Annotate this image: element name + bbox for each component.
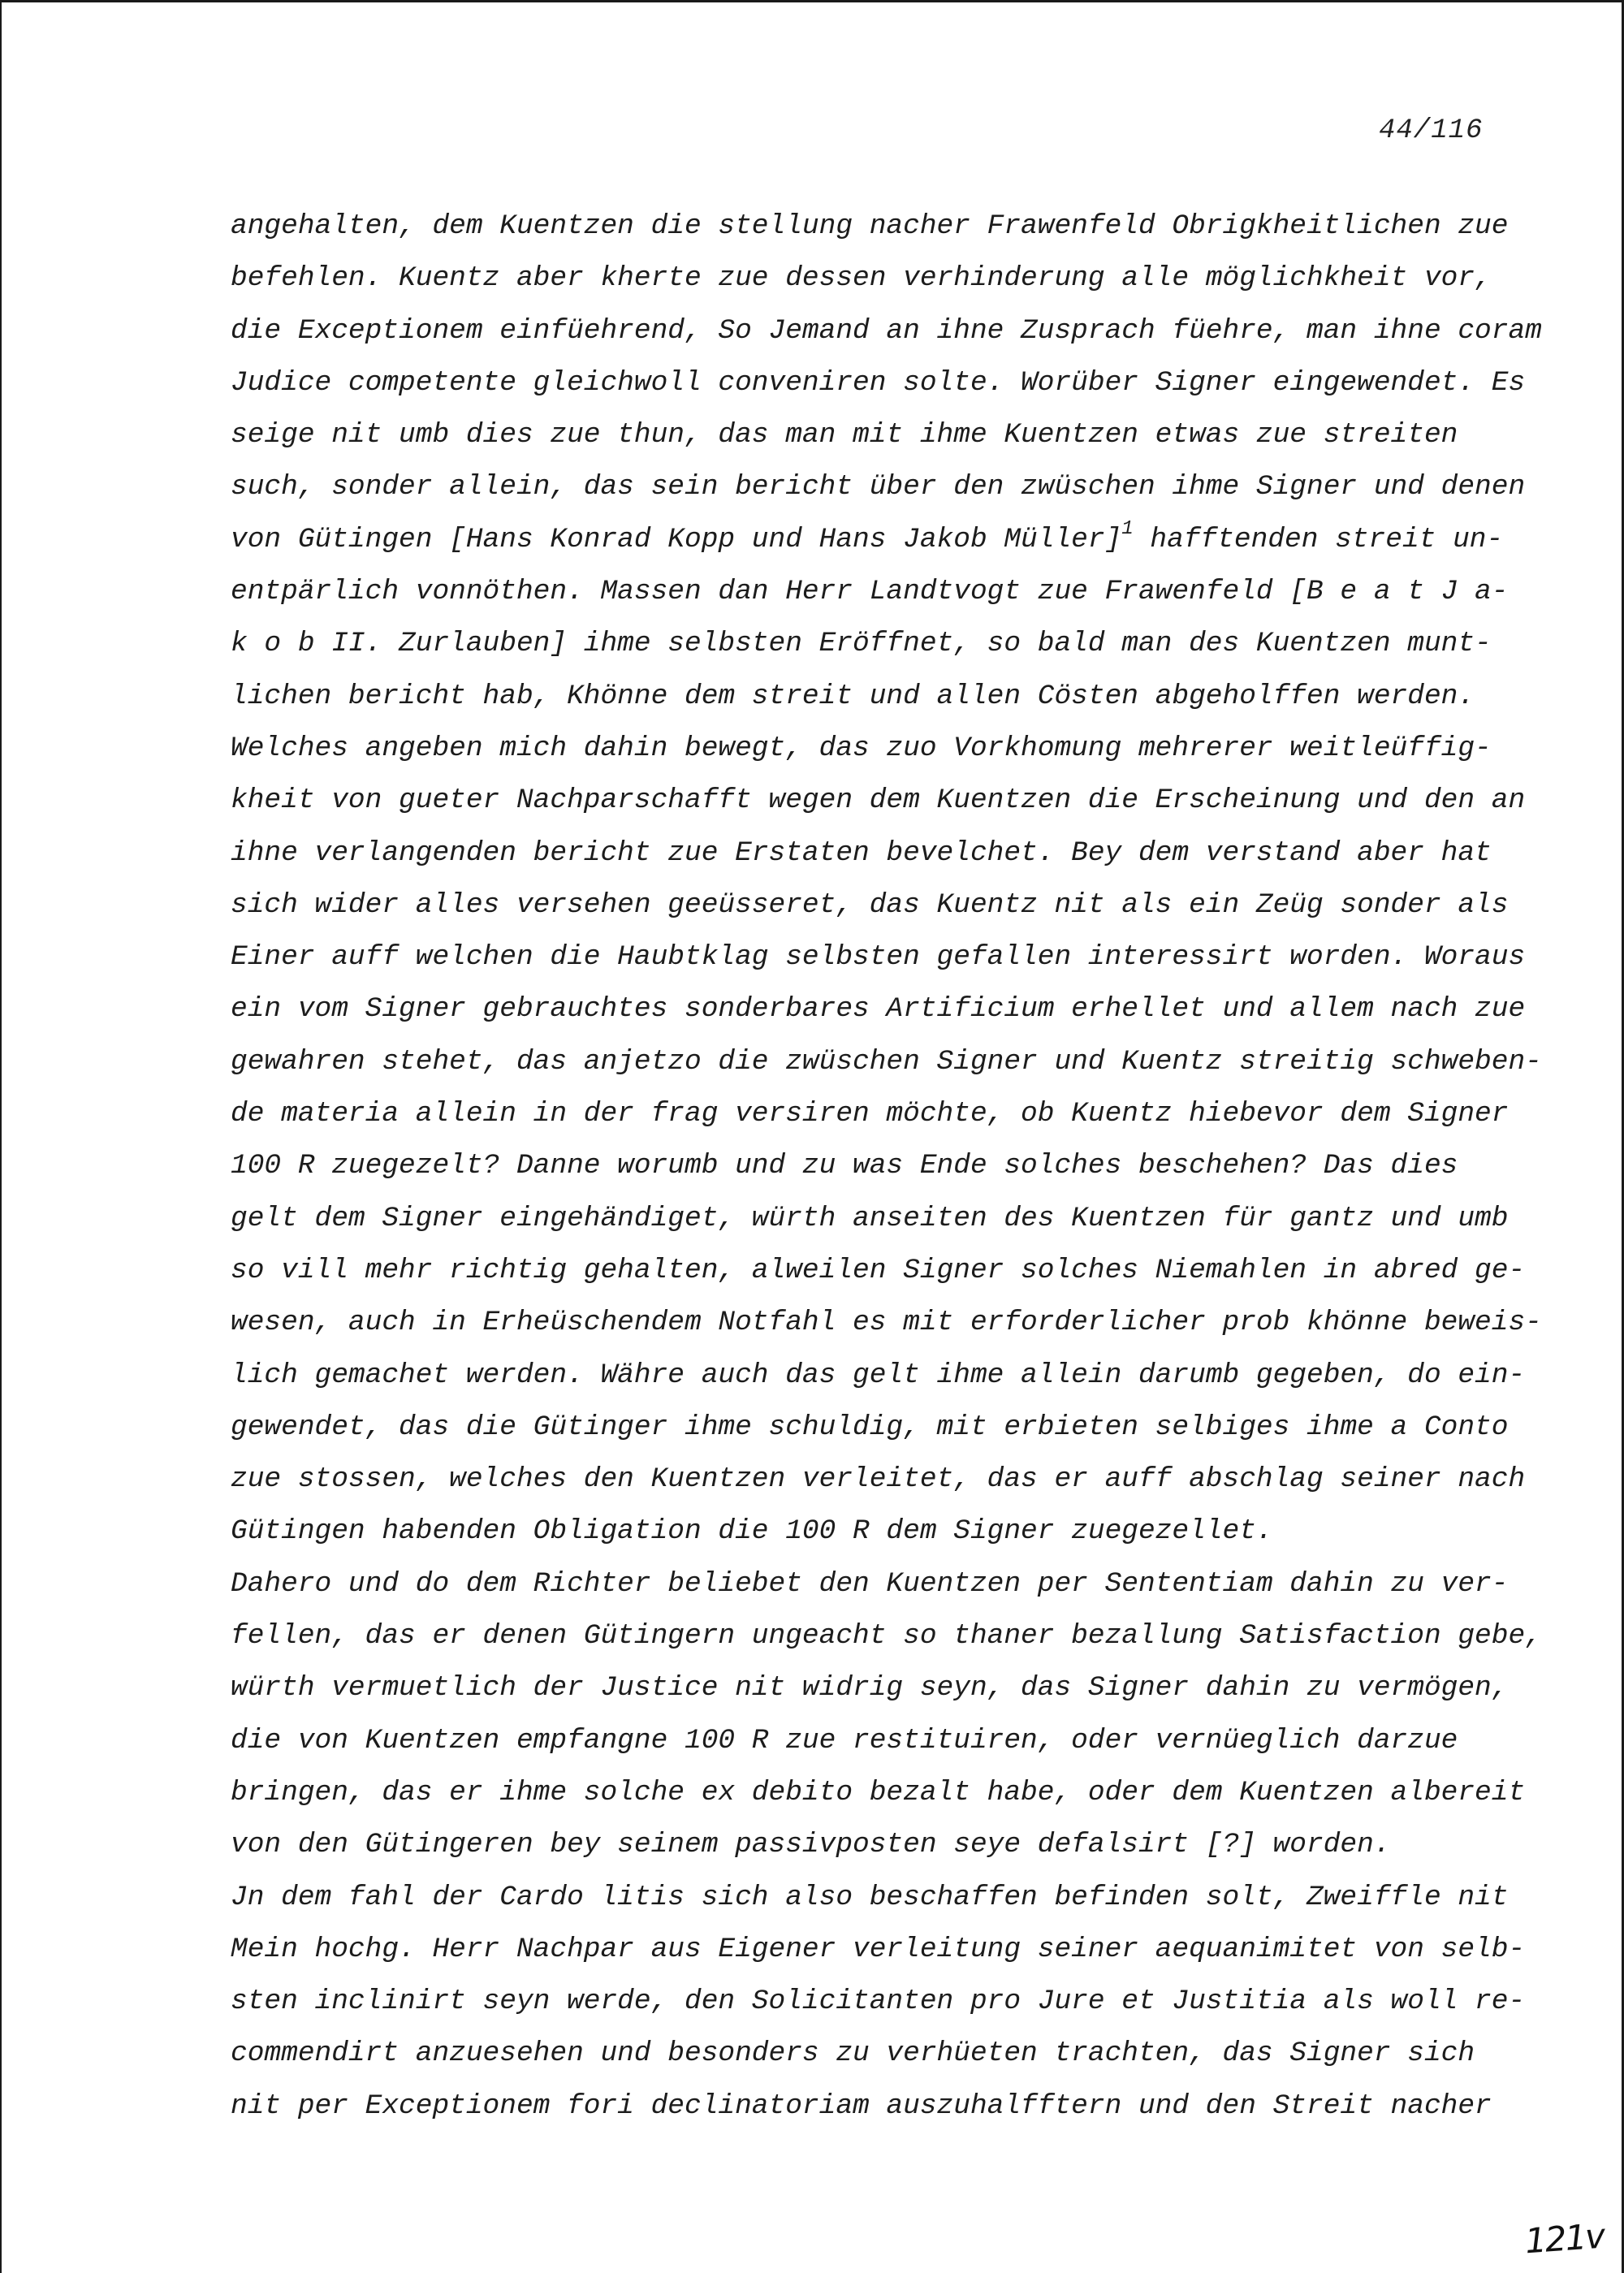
body-text — [231, 201, 1542, 2133]
text-line: gewendet, das die Gütinger ihme schuldig, mit erbieten selbiges ihme a Conto — [231, 1411, 1509, 1443]
text-line: die Exceptionem einfüehrend, So Jemand an ihne Zusprach füehre, man ihne coram — [231, 314, 1542, 347]
text-line: Jn dem fahl der Cardo litis sich also beschaffen befinden solt, Zweiffle nit — [231, 1881, 1509, 1913]
text-line-with-footnote — [231, 514, 1530, 566]
text-line: fellen, das er denen Gütingern ungeacht so thaner bezallung Satisfaction gebe, — [231, 1620, 1542, 1653]
text-line: bringen, das er ihme solche ex debito bezalt habe, oder dem Kuentzen albereit — [231, 1776, 1526, 1808]
text-line: Welches angeben mich dahin bewegt, das zuo Vorkhomung mehrerer weitleüffig- — [231, 732, 1492, 764]
page-number: 44/116 — [1379, 115, 1484, 146]
text-line: entpärlich vonnöthen. Massen dan Herr Landtvogt zue Frawenfeld [B e a t J a- — [231, 576, 1509, 608]
footnote-reference: 1 — [1121, 517, 1134, 540]
text-line: die von Kuentzen empfangne 100 R zue restituiren, oder vernüeglich darzue — [231, 1724, 1458, 1757]
text-line-segment: hafftenden streit un- — [1150, 523, 1504, 555]
text-line: wesen, auch in Erheüschendem Notfahl es mit erforderlicher prob khönne beweis- — [231, 1307, 1542, 1339]
text-line: such, sonder allein, das sein bericht über den zwüschen ihme Signer und denen — [231, 471, 1526, 503]
text-line: lich gemachet werden. Währe auch das gelt ihme allein darumb gegeben, do ein- — [231, 1359, 1526, 1391]
text-line: Mein hochg. Herr Nachpar aus Eigener verleitung seiner aequanimitet von selb- — [231, 1933, 1526, 1965]
text-line: Einer auff welchen die Haubtklag selbsten gefallen interessirt worden. Woraus — [231, 941, 1526, 974]
scan-edge-left — [0, 0, 2, 2273]
text-line: seige nit umb dies zue thun, das man mit ihme Kuentzen etwas zue streiten — [231, 419, 1458, 452]
text-line: würth vermuetlich der Justice nit widrig seyn, das Signer dahin zu vermögen, — [231, 1672, 1509, 1705]
text-line: Gütingen habenden Obligation die 100 R dem Signer zuegezellet. — [231, 1515, 1273, 1548]
text-line: k o b II. Zurlauben] ihme selbsten Eröffnet, so bald man des Kuentzen munt- — [231, 628, 1492, 660]
text-line: 100 R zuegezelt? Danne worumb und zu was Ende solches beschehen? Das dies — [231, 1150, 1458, 1182]
text-line: so vill mehr richtig gehalten, alweilen Signer solches Niemahlen in abred ge- — [231, 1254, 1526, 1286]
text-line: gewahren stehet, das anjetzo die zwüschen Signer und Kuentz streitig schweben- — [231, 1045, 1542, 1078]
handwritten-folio-mark: 121v — [1523, 2215, 1605, 2262]
text-line: kheit von gueter Nachparschafft wegen dem Kuentzen die Erscheinung und den an — [231, 784, 1526, 817]
text-line: nit per Exceptionem fori declinatoriam auszuhalfftern und den Streit nacher — [231, 2089, 1492, 2122]
text-line: Dahero und do dem Richter beliebet den Kuentzen per Sententiam dahin zu ver- — [231, 1567, 1509, 1600]
text-line: sich wider alles versehen geeüsseret, das Kuentz nit als ein Zeüg sonder als — [231, 888, 1509, 921]
text-line: angehalten, dem Kuentzen die stellung nacher Frawenfeld Obrigkheitlichen zue — [231, 210, 1509, 242]
text-line: befehlen. Kuentz aber kherte zue dessen verhinderung alle möglichkheit vor, — [231, 262, 1492, 295]
text-line: ihne verlangenden bericht zue Erstaten bevelchet. Bey dem verstand aber hat — [231, 836, 1492, 869]
text-line-segment: von Gütingen [Hans Konrad Kopp und Hans Jakob Müller] — [231, 523, 1122, 555]
text-line: de materia allein in der frag versiren möchte, ob Kuentz hiebevor dem Signer — [231, 1098, 1509, 1130]
text-line: ein vom Signer gebrauchtes sonderbares Artificium erhellet und allem nach zue — [231, 993, 1526, 1026]
text-line: commendirt anzuesehen und besonders zu verhüeten trachten, das Signer sich — [231, 2037, 1475, 2070]
text-line: lichen bericht hab, Khönne dem streit und allen Cösten abgeholffen werden. — [231, 680, 1475, 712]
text-line: gelt dem Signer eingehändiget, würth anseiten des Kuentzen für gantz und umb — [231, 1202, 1509, 1234]
text-line: Judice competente gleichwoll conveniren solte. Worüber Signer eingewendet. Es — [231, 366, 1526, 399]
text-line: von den Gütingeren bey seinem passivposten seye defalsirt [?] worden. — [231, 1829, 1391, 1861]
text-line: sten inclinirt seyn werde, den Solicitanten pro Jure et Justitia als woll re- — [231, 1986, 1526, 2018]
scan-edge-top — [0, 0, 1624, 2]
text-line: zue stossen, welches den Kuentzen verleitet, das er auff abschlag seiner nach — [231, 1463, 1526, 1496]
